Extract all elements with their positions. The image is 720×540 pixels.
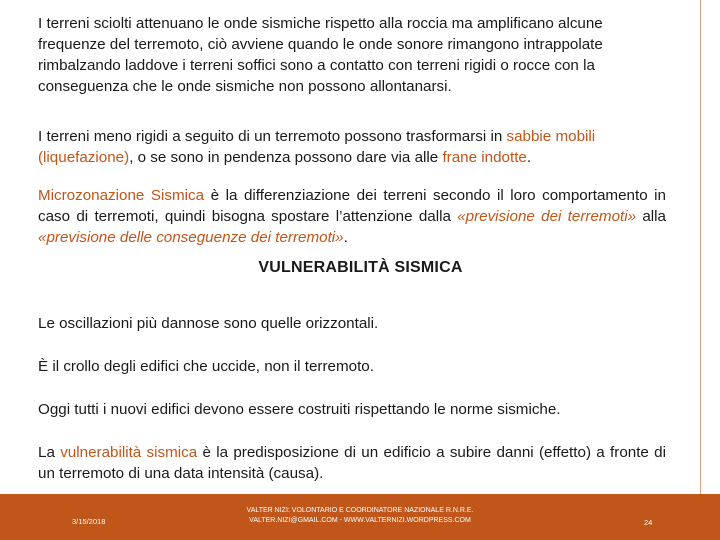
line-text: Le oscillazioni più dannose sono quelle orizzontali.	[38, 315, 379, 332]
paragraph-text: La	[38, 444, 61, 461]
highlight-microzonazione: Microzonazione Sismica	[38, 187, 205, 204]
paragraph-text: I terreni meno rigidi a seguito di un terremoto possono trasformarsi in	[38, 128, 507, 145]
paragraph-text: è la differenziazione dei terreni secondo il loro comportamento in caso di terremoti, quindi bisogna spostare l’attenzione dalla	[38, 187, 667, 225]
highlight-frane-indotte: frane indotte	[442, 149, 527, 166]
footer-date: 3/15/2018	[72, 517, 106, 526]
paragraph-text: è la predisposizione di un edificio a subire danni (effetto) a fronte di un terremoto di una data intensità (causa).	[38, 444, 666, 482]
footer-credits	[190, 506, 530, 526]
footer-credit-line: VALTER NIZI: VOLONTARIO E COORDINATORE NAZIONALE R.N.R.E.	[246, 507, 474, 514]
paragraph-text: alla	[636, 208, 666, 225]
highlight-sabbie-mobili: sabbie mobili (liquefazione)	[38, 128, 596, 166]
paragraph-text: .	[526, 149, 532, 166]
line-text: Oggi tutti i nuovi edifici devono essere costruiti rispettando le norme sismiche.	[38, 401, 561, 418]
paragraph-vulnerability	[38, 442, 666, 484]
line-text: È il crollo degli edifici che uccide, non il terremoto.	[38, 358, 374, 375]
line-new-buildings	[38, 399, 666, 420]
highlight-vulnerabilita: vulnerabilità sismica	[60, 444, 198, 461]
highlight-previsione-terremoti: «previsione dei terremoti»	[457, 208, 637, 225]
line-collapse	[38, 356, 666, 377]
footer-contact-line: VALTER.NIZI@GMAIL.COM - WWW.VALTERNIZI.WORDPRESS.COM	[249, 517, 471, 524]
paragraph-text: .	[343, 229, 348, 246]
paragraph-microzonation	[38, 185, 666, 248]
paragraph-soil-amplification	[38, 13, 666, 97]
right-border-line	[700, 0, 701, 494]
footer-bar	[0, 494, 720, 540]
line-oscillations	[38, 313, 666, 334]
section-heading: VULNERABILITÀ SISMICA	[258, 259, 463, 276]
paragraph-text: , o se sono in pendenza possono dare via alle	[129, 149, 443, 166]
page-number: 24	[644, 518, 653, 527]
paragraph-liquefaction	[38, 126, 666, 168]
highlight-previsione-conseguenze: «previsione delle conseguenze dei terremoti»	[38, 229, 344, 246]
paragraph-text: I terreni sciolti attenuano le onde sismiche rispetto alla roccia ma amplificano alcune frequenze del terremoto, ciò avviene quando le onde sonore rimangono intrappolate rimbalzando laddove i terreni soffici sono a contatto con terreni rigidi o rocce con la conseguenza che le onde sismiche non possono allontanarsi.	[38, 15, 603, 95]
